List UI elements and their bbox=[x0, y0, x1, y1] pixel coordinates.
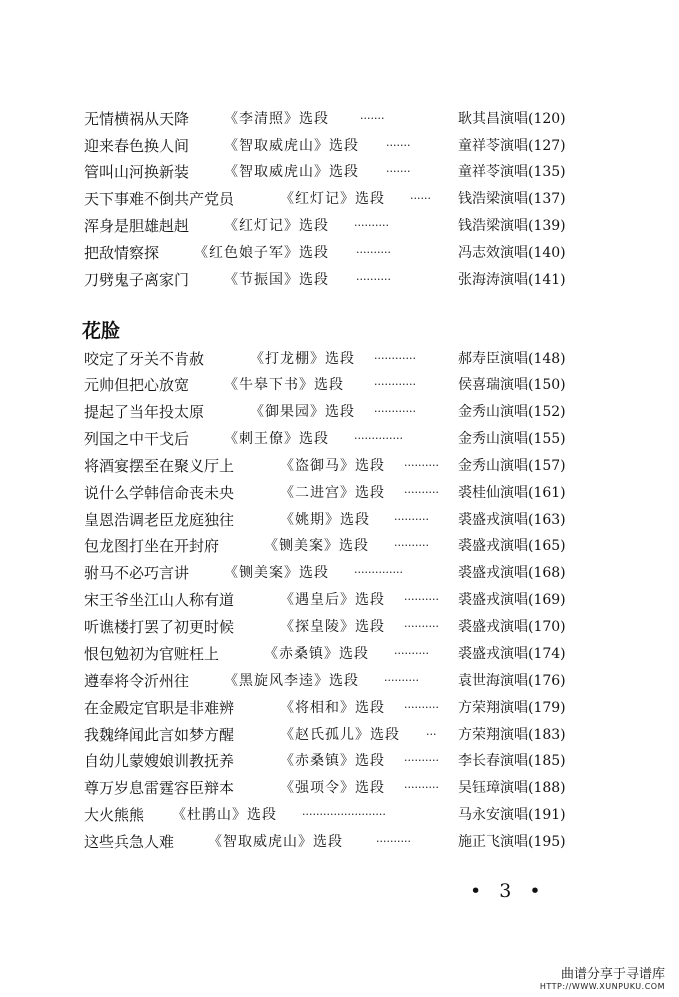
aria-title: 驸马不必巧言讲 bbox=[84, 564, 190, 582]
aria-title: 这些兵急人难 bbox=[84, 833, 175, 851]
leader-dots: ······· bbox=[386, 165, 411, 178]
leader-dots: ·········· bbox=[394, 539, 429, 552]
toc-entry bbox=[84, 480, 584, 506]
toc-entry bbox=[84, 775, 584, 801]
leader-dots: ·········· bbox=[404, 701, 439, 714]
leader-dots: ·············· bbox=[354, 432, 403, 445]
singer-page: 裘盛戎演唱(174) bbox=[458, 646, 566, 662]
aria-title: 听谯楼打罢了初更时候 bbox=[84, 618, 235, 636]
opera-source: 《刺王僚》选段 bbox=[224, 431, 329, 447]
singer-page: 金秀山演唱(157) bbox=[458, 458, 566, 474]
toc-entry bbox=[84, 159, 584, 185]
watermark-text: 曲谱分享于寻谱库 bbox=[560, 967, 665, 982]
opera-source: 《红灯记》选段 bbox=[280, 191, 385, 207]
singer-page: 钱浩梁演唱(137) bbox=[458, 191, 566, 207]
toc-entry bbox=[84, 533, 584, 559]
singer-page: 童祥苓演唱(127) bbox=[458, 138, 566, 154]
opera-source: 《铡美案》选段 bbox=[264, 538, 369, 554]
leader-dots: ············ bbox=[374, 352, 416, 365]
toc-entry bbox=[84, 240, 584, 266]
toc-entry bbox=[84, 106, 584, 132]
opera-source: 《御果园》选段 bbox=[250, 404, 355, 420]
toc-entry bbox=[84, 267, 584, 293]
toc-entry bbox=[84, 722, 584, 748]
leader-dots: ·········· bbox=[356, 273, 391, 286]
opera-source: 《智取威虎山》选段 bbox=[224, 138, 359, 154]
leader-dots: ·········· bbox=[404, 754, 439, 767]
singer-page: 钱浩梁演唱(139) bbox=[458, 218, 566, 234]
aria-title: 恨包勉初为官赃枉上 bbox=[84, 645, 220, 663]
toc-entry bbox=[84, 453, 584, 479]
opera-source: 《李清照》选段 bbox=[224, 111, 329, 127]
aria-title: 提起了当年投太原 bbox=[84, 403, 205, 421]
section-heading: 花脸 bbox=[82, 320, 121, 342]
leader-dots: ·········· bbox=[376, 835, 411, 848]
toc-entry bbox=[84, 641, 584, 667]
opera-source: 《打龙棚》选段 bbox=[250, 351, 355, 367]
singer-page: 裘盛戎演唱(170) bbox=[458, 619, 566, 635]
toc-entry bbox=[84, 695, 584, 721]
aria-title: 元帅但把心放宽 bbox=[84, 376, 190, 394]
opera-source: 《盗御马》选段 bbox=[280, 458, 385, 474]
leader-dots: ·········· bbox=[404, 620, 439, 633]
opera-source: 《智取威虎山》选段 bbox=[224, 164, 359, 180]
leader-dots: ·········· bbox=[354, 219, 389, 232]
toc-entry bbox=[84, 668, 584, 694]
singer-page: 马永安演唱(191) bbox=[458, 807, 566, 823]
watermark bbox=[540, 967, 665, 992]
opera-source: 《遇皇后》选段 bbox=[280, 592, 385, 608]
singer-page: 方荣翔演唱(183) bbox=[458, 727, 566, 743]
aria-title: 在金殿定官职是非难辨 bbox=[84, 699, 235, 717]
leader-dots: ·············· bbox=[354, 566, 403, 579]
aria-title: 我魏绛闻此言如梦方醒 bbox=[84, 726, 235, 744]
aria-title: 自幼儿蒙嫂娘训教抚养 bbox=[84, 752, 235, 770]
leader-dots: ············ bbox=[374, 378, 416, 391]
toc-entry bbox=[84, 426, 584, 452]
singer-page: 方荣翔演唱(179) bbox=[458, 700, 566, 716]
watermark-url: HTTP://WWW.XUNPUKU.COM bbox=[539, 982, 665, 991]
singer-page: 侯喜瑞演唱(150) bbox=[458, 377, 566, 393]
leader-dots: ······· bbox=[360, 112, 385, 125]
singer-page: 李长春演唱(185) bbox=[458, 753, 566, 769]
leader-dots: ·········· bbox=[404, 781, 439, 794]
singer-page: 施正飞演唱(195) bbox=[458, 834, 566, 850]
opera-source: 《红色娘子军》选段 bbox=[194, 245, 329, 261]
toc-entry bbox=[84, 560, 584, 586]
aria-title: 列国之中干戈后 bbox=[84, 430, 190, 448]
toc-entry bbox=[84, 133, 584, 159]
aria-title: 管叫山河换新装 bbox=[84, 163, 190, 181]
aria-title: 宋王爷坐江山人称有道 bbox=[84, 591, 235, 609]
opera-source: 《牛皋下书》选段 bbox=[224, 377, 344, 393]
toc-entry bbox=[84, 829, 584, 855]
singer-page: 裘盛戎演唱(168) bbox=[458, 565, 566, 581]
aria-title: 将酒宴摆至在聚义厅上 bbox=[84, 457, 235, 475]
aria-title: 天下事难不倒共产党员 bbox=[84, 190, 235, 208]
aria-title: 把敌情察探 bbox=[84, 244, 160, 262]
leader-dots: ·········· bbox=[404, 593, 439, 606]
toc-entry bbox=[84, 346, 584, 372]
leader-dots: ··· bbox=[426, 728, 437, 741]
opera-source: 《节振国》选段 bbox=[224, 272, 329, 288]
opera-source: 《二进宫》选段 bbox=[280, 485, 385, 501]
singer-page: 金秀山演唱(152) bbox=[458, 404, 566, 420]
leader-dots: ······ bbox=[410, 192, 431, 205]
opera-source: 《强项令》选段 bbox=[280, 780, 385, 796]
singer-page: 冯志效演唱(140) bbox=[458, 245, 566, 261]
aria-title: 咬定了牙关不肯赦 bbox=[84, 350, 205, 368]
aria-title: 皇恩浩调老臣龙庭独往 bbox=[84, 511, 235, 529]
aria-title: 刀劈鬼子离家门 bbox=[84, 271, 190, 289]
leader-dots: ······· bbox=[386, 139, 411, 152]
page-number: • 3 • bbox=[470, 880, 547, 902]
opera-source: 《赵氏孤儿》选段 bbox=[280, 727, 400, 743]
opera-source: 《铡美案》选段 bbox=[224, 565, 329, 581]
leader-dots: ·········· bbox=[356, 246, 391, 259]
aria-title: 大火熊熊 bbox=[84, 806, 145, 824]
opera-source: 《杜鹃山》选段 bbox=[172, 807, 277, 823]
singer-page: 裘桂仙演唱(161) bbox=[458, 485, 566, 501]
singer-page: 金秀山演唱(155) bbox=[458, 431, 566, 447]
aria-title: 浑身是胆雄赳赳 bbox=[84, 217, 190, 235]
toc-entry bbox=[84, 186, 584, 212]
opera-source: 《探皇陵》选段 bbox=[280, 619, 385, 635]
leader-dots: ············ bbox=[374, 405, 416, 418]
aria-title: 无情横祸从天降 bbox=[84, 110, 190, 128]
leader-dots: ·········· bbox=[404, 459, 439, 472]
opera-source: 《姚期》选段 bbox=[280, 512, 370, 528]
singer-page: 裘盛戎演唱(169) bbox=[458, 592, 566, 608]
opera-source: 《智取威虎山》选段 bbox=[208, 834, 343, 850]
singer-page: 袁世海演唱(176) bbox=[458, 673, 566, 689]
aria-title: 迎来春色换人间 bbox=[84, 137, 190, 155]
toc-entry bbox=[84, 507, 584, 533]
aria-title: 尊万岁息雷霆容臣辩本 bbox=[84, 779, 235, 797]
toc-entry bbox=[84, 372, 584, 398]
opera-source: 《赤桑镇》选段 bbox=[280, 753, 385, 769]
leader-dots: ························ bbox=[302, 808, 386, 821]
singer-page: 耿其昌演唱(120) bbox=[458, 111, 566, 127]
opera-source: 《红灯记》选段 bbox=[224, 218, 329, 234]
toc-entry bbox=[84, 399, 584, 425]
singer-page: 童祥苓演唱(135) bbox=[458, 164, 566, 180]
singer-page: 郝寿臣演唱(148) bbox=[458, 351, 566, 367]
singer-page: 张海涛演唱(141) bbox=[458, 272, 566, 288]
leader-dots: ·········· bbox=[404, 486, 439, 499]
opera-source: 《赤桑镇》选段 bbox=[264, 646, 369, 662]
aria-title: 包龙图打坐在开封府 bbox=[84, 537, 220, 555]
toc-entry bbox=[84, 614, 584, 640]
opera-source: 《将相和》选段 bbox=[280, 700, 385, 716]
toc-entry bbox=[84, 802, 584, 828]
toc-entry bbox=[84, 213, 584, 239]
leader-dots: ·········· bbox=[384, 674, 419, 687]
opera-source: 《黑旋风李逵》选段 bbox=[224, 673, 359, 689]
aria-title: 遵奉将令沂州往 bbox=[84, 672, 190, 690]
singer-page: 裘盛戎演唱(165) bbox=[458, 538, 566, 554]
leader-dots: ·········· bbox=[394, 647, 429, 660]
singer-page: 吴钰璋演唱(188) bbox=[458, 780, 566, 796]
toc-entry bbox=[84, 748, 584, 774]
aria-title: 说什么学韩信命丧未央 bbox=[84, 484, 235, 502]
leader-dots: ·········· bbox=[394, 513, 429, 526]
toc-entry bbox=[84, 587, 584, 613]
singer-page: 裘盛戎演唱(163) bbox=[458, 512, 566, 528]
